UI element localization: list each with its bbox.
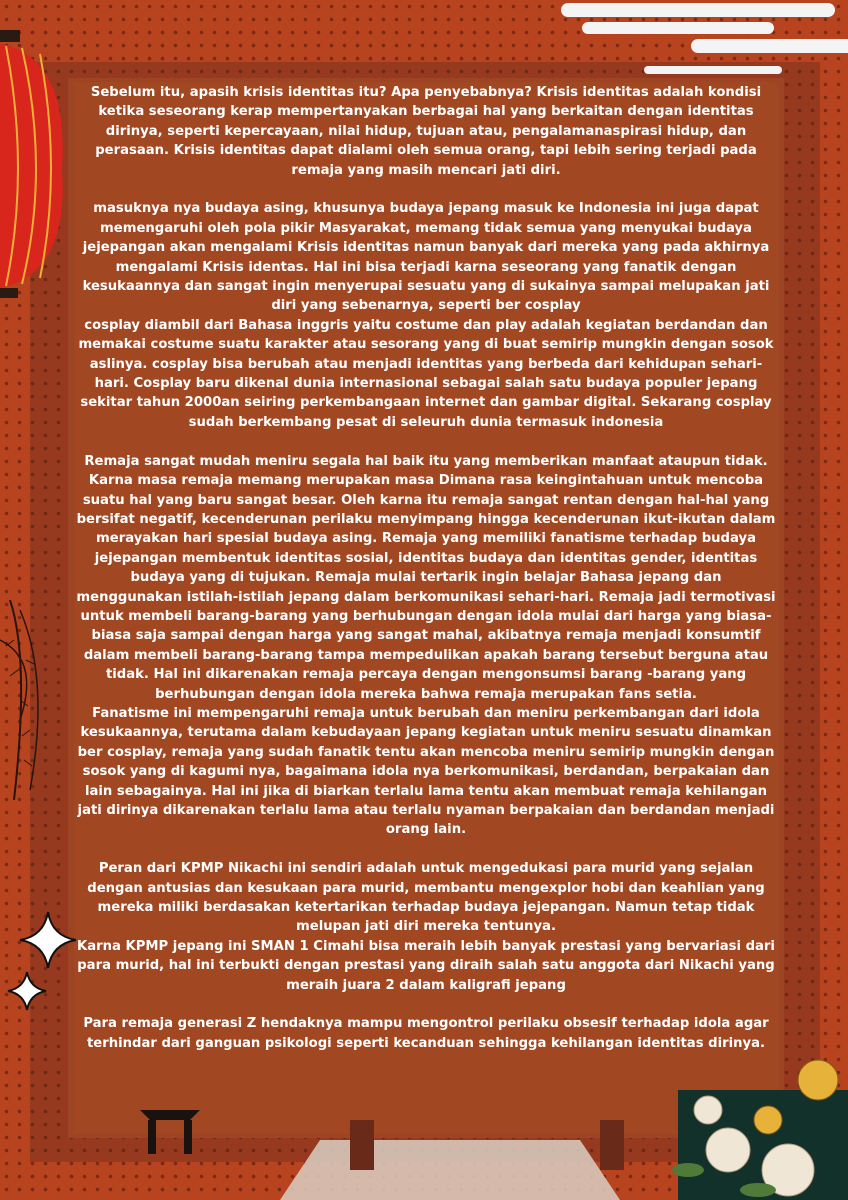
red-lantern-icon — [0, 30, 70, 300]
spacer — [76, 840, 776, 859]
stage-decoration — [240, 1120, 660, 1200]
paragraph-kpmp-role: Peran dari KPMP Nikachi ini sendiri adalah untuk mengedukasi para murid yang sejalan dengan antusias dan kesukaan para murid, membantu mengexplor hobi dan keahlian yang mereka miliki berdasakan ketertarikan terhadap budaya jejepangan. Namun tetap tidak melupan jati diri mereka tentunya. — [87, 861, 765, 935]
paragraph-foreign-culture: masuknya nya budaya asing, khusunya budaya jepang masuk ke Indonesia ini juga dapat memengaruhi oleh pola pikir Masyarakat, memang tidak semua yang menyukai budaya jejepangan akan mengalami Krisis identitas namun banyak dari mereka yang pada akhirnya mengalami Krisis identas. Hal ini bisa terjadi karna seseorang yang fanatik dengan kesukaannya dan sangat ingin menyerupai sesuatu yang di sukainya sampai melupakan jati diri yang sebenarnya, seperti ber cosplay — [82, 201, 770, 314]
table-decoration — [130, 1100, 210, 1160]
paragraph-conclusion: Para remaja generasi Z hendaknya mampu mengontrol perilaku obsesif terhadap idola agar terhindar dari ganguan psikologi seperti kecanduan sehingga kehilangan identitas dirinya. — [83, 1016, 769, 1051]
sparkle-icon — [18, 910, 78, 970]
white-cloud-icon — [528, 0, 848, 80]
sparkle-icon — [6, 970, 48, 1012]
paragraph-intro: Sebelum itu, apasih krisis identitas itu? Apa penyebabnya? Krisis identitas adalah kondisi ketika seseorang kerap mempertanyakan berbagai hal yang berkaitan dengan identitas dirinya, seperti kepercayaan, nilai hidup, tujuan atau, pengalamanaspirasi hidup, dan perasaan. Krisis identitas dapat dialami oleh semua orang, tapi lebih sering terjadi pada remaja yang masih mencari jati diri. — [90, 85, 762, 178]
paragraph-kpmp-achievement: Karna KPMP jepang ini SMAN 1 Cimahi bisa meraih lebih banyak prestasi yang bervariasi dari para murid, hal ini terbukti dengan prestasi yang diraih salah satu anggota dari Nikachi yang meraih juara 2 dalam kaligrafi jepang — [77, 938, 775, 993]
paragraph-fanaticism: Fanatisme ini mempengaruhi remaja untuk berubah dan meniru perkembangan dari idola kesukaannya, terutama dalam kebudayaan jepang kegiatan untuk meniru sesuatu dinamkan ber cosplay, remaja yang sudah fanatik tentu akan mencoba meniru semirip mungkin dengan sosok yang di kagumi nya, bagaimana idola nya berkomunikasi, berdandan, berpakaian dan lain sebagainya. Hal ini jika di biarkan terlalu lama tentu akan membuat remaja kehilangan jati dirinya dikarenakan terlalu lama atau terlalu nyaman berpakaian dan berdandan menjadi orang lain. — [77, 705, 775, 838]
article-body — [76, 83, 776, 1053]
chrysanthemum-icon — [668, 1050, 848, 1200]
willow-branch-icon — [0, 600, 70, 800]
spacer — [76, 180, 776, 199]
spacer — [76, 995, 776, 1014]
spacer — [76, 432, 776, 451]
paragraph-teenagers: Remaja sangat mudah meniru segala hal baik itu yang memberikan manfaat ataupun tidak. Karna masa remaja memang merupakan masa Dimana rasa keingintahuan untuk mencoba suatu hal yang baru sangat besar. Oleh karna itu remaja sangat rentan dengan hal-hal yang bersifat negatif, kecenderunan perilaku menyimpang hingga kecenderunan ikut-ikutan dalam merayakan hari spesial budaya asing. Remaja yang memiliki fanatisme terhadap budaya jejepangan membentuk identitas sosial, identitas budaya dan identitas gender, identitas budaya yang di tujukan. Remaja mulai tertarik ingin belajar Bahasa jepang dan menggunakan istilah-istilah jepang dalam berkomunikasi sehari-hari. Remaja jadi termotivasi untuk membeli barang-barang yang berhubungan dengan idola mulai dari harga yang biasa-biasa saja sampai dengan harga yang sangat mahal, akibatnya remaja menjadi konsumtif dalam membeli barang-barang tampa mempedulikan apakah barang tersebut berguna atau tidak. Hal ini dikarenakan remaja percaya dengan mengonsumsi barang -barang yang berhubungan dengan idola mereka bahwa remaja merupakan fans setia. — [76, 453, 776, 702]
paragraph-cosplay: cosplay diambil dari Bahasa inggris yaitu costume dan play adalah kegiatan berdandan dan memakai costume suatu karakter atau sesorang yang di buat semirip mungkin dengan sosok aslinya. cosplay bisa berubah atau menjadi identitas yang berbeda dari kehidupan sehari-hari. Cosplay baru dikenal dunia internasional sebagai salah satu budaya populer jepang sekitar tahun 2000an seiring perkembangaan internet dan gambar digital. Sekarang cosplay sudah berkembang pesat di seleuruh dunia termasuk indonesia — [78, 317, 774, 430]
